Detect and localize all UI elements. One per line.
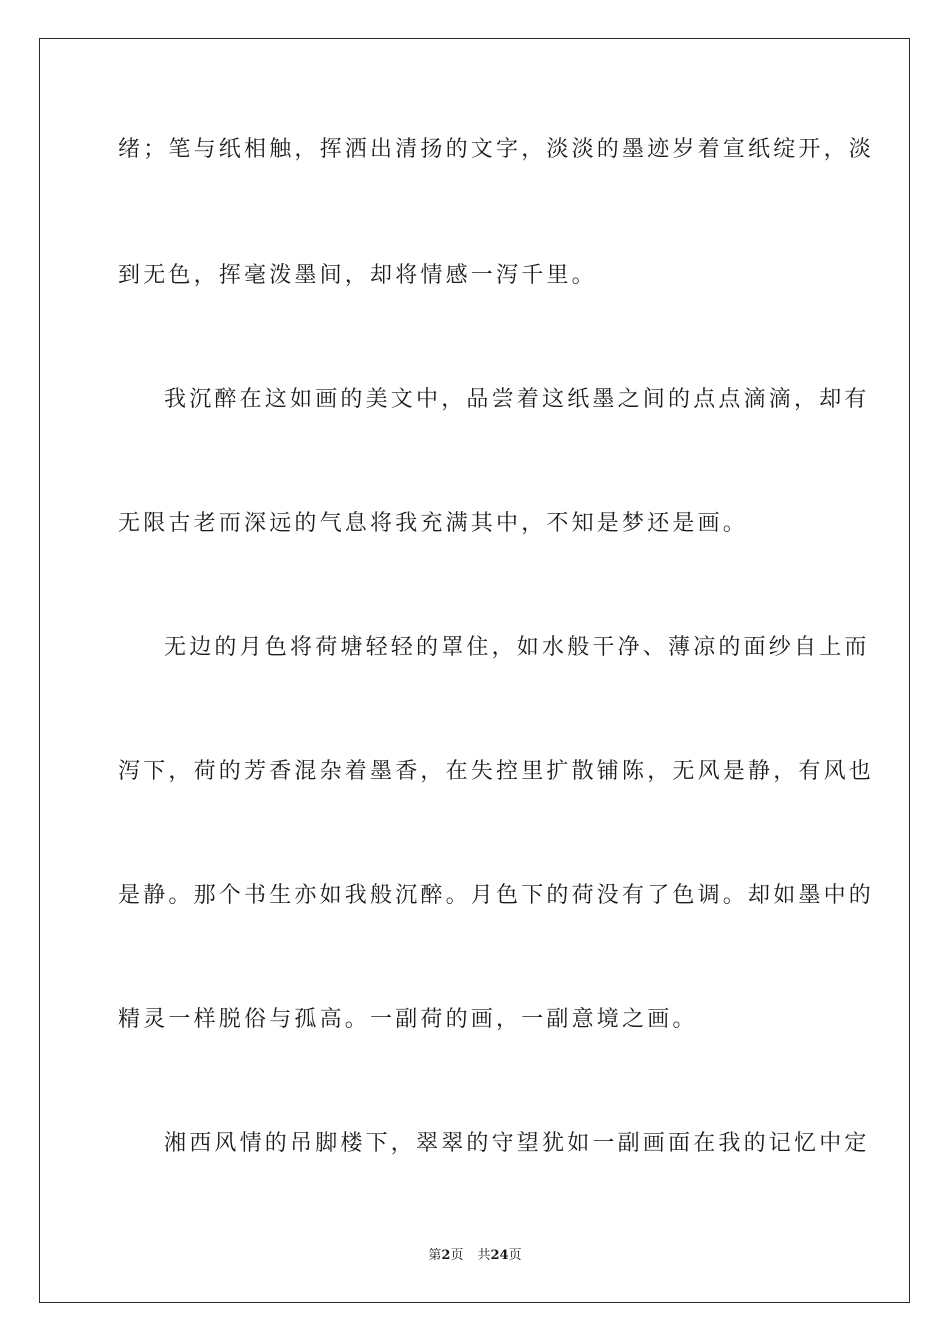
text-line: 无限古老而深远的气息将我充满其中，不知是梦还是画。 [118,511,749,536]
text-line: 泻下，荷的芳香混杂着墨香，在失控里扩散铺陈，无风是静，有风也 [118,759,875,784]
paragraph-start-line: 湘西风情的吊脚楼下，翠翠的守望犹如一副画面在我的记忆中定 [164,1131,870,1156]
paragraph-start-line: 我沉醉在这如画的美文中，品尝着这纸墨之间的点点滴滴，却有 [164,387,870,412]
page-border [39,38,910,1303]
page-footer [0,1247,950,1265]
page-suffix: 页 [450,1248,464,1263]
text-line: 精灵一样脱俗与孤高。一副荷的画，一副意境之画。 [118,1007,698,1032]
total-prefix: 共 [477,1248,491,1263]
paragraph-start-line: 无边的月色将荷塘轻轻的罩住，如水般干净、薄凉的面纱自上而 [164,635,870,660]
text-line: 绪；笔与纸相触，挥洒出清扬的文字，淡淡的墨迹岁着宣纸绽开，淡 [118,137,875,162]
page-prefix: 第 [428,1248,442,1263]
text-line: 到无色，挥毫泼墨间，却将情感一泻千里。 [118,263,597,288]
total-pages: 24 [490,1248,509,1263]
text-line: 是静。那个书生亦如我般沉醉。月色下的荷没有了色调。却如墨中的 [118,883,875,908]
page-number: 2 [441,1248,451,1263]
total-pages-indicator [477,1248,521,1263]
page-indicator [428,1248,463,1263]
total-suffix: 页 [508,1248,522,1263]
